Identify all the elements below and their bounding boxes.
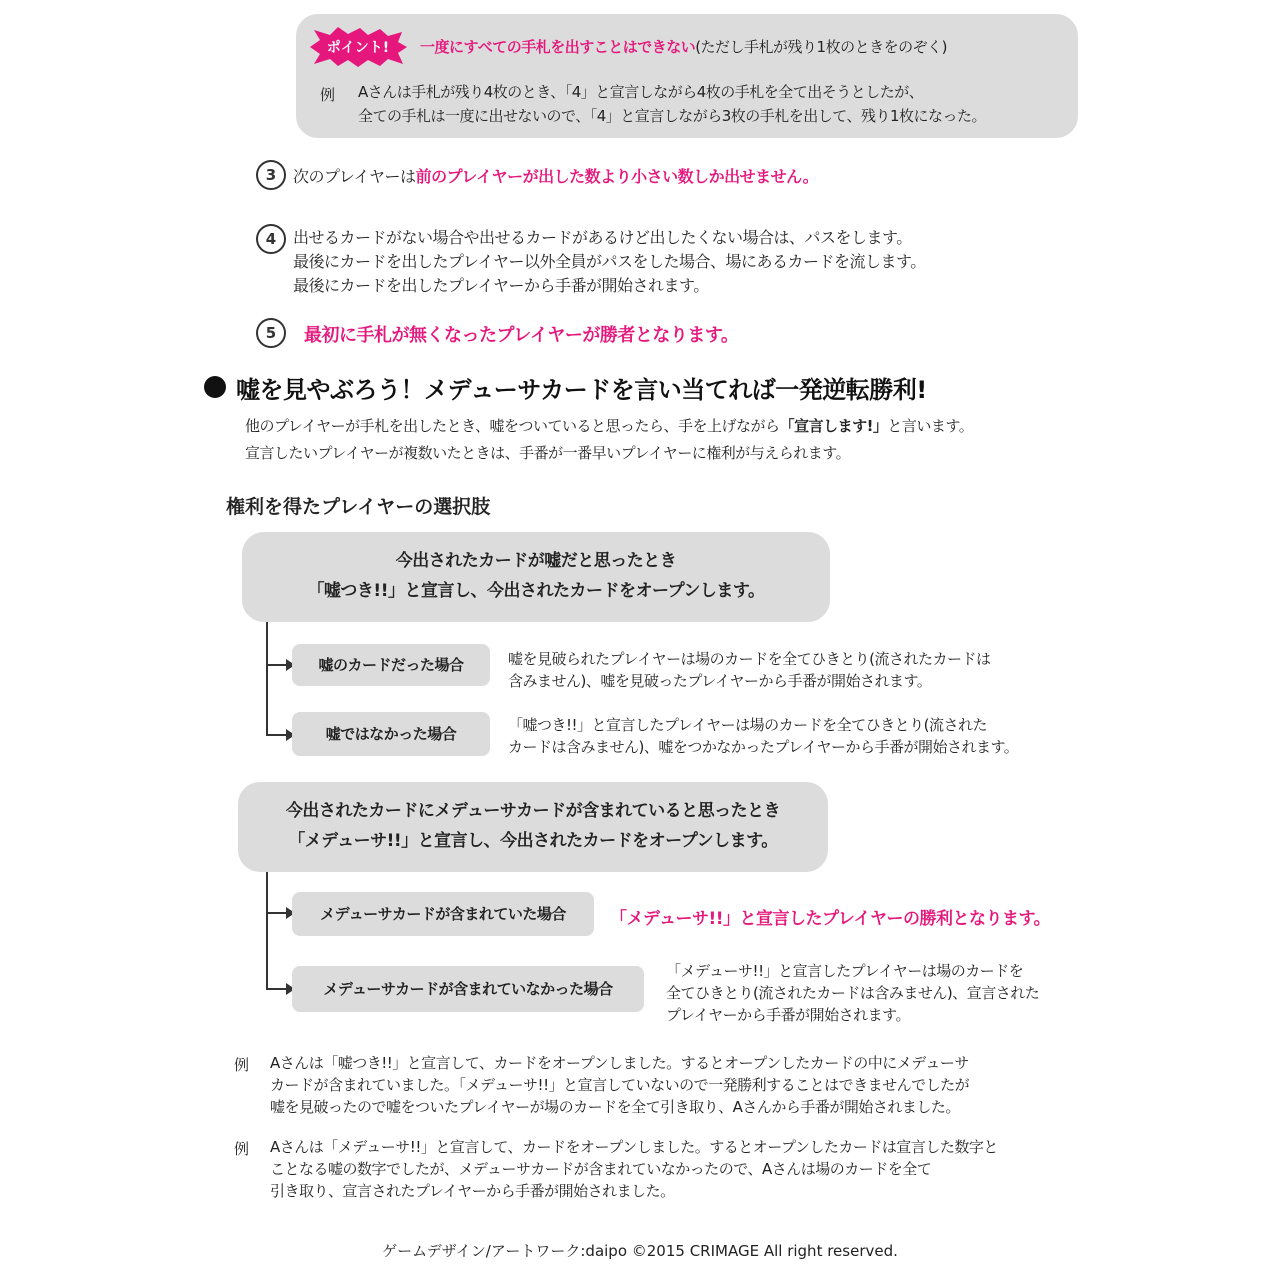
option-2-line: 今出されたカードにメデューサカードが含まれていると思ったとき bbox=[285, 801, 781, 821]
example-line: ことなる嘘の数字でしたが、メデューサカードが含まれていなかったので、Aさんは場のカードを全て bbox=[270, 1160, 932, 1178]
step-4-line: 出せるカードがない場合や出せるカードがあるけど出したくない場合は、パスをします。 bbox=[293, 228, 912, 247]
section-intro bbox=[245, 413, 973, 467]
option-1-line: 今出されたカードが嘘だと思ったとき bbox=[395, 551, 677, 571]
point-example-line: 全ての手札は一度に出せないので、「4」と宣言しながら3枚の手札を出して、残り1枚になった。 bbox=[358, 107, 987, 125]
intro-line-1b: 「宣言します!」 bbox=[779, 417, 888, 435]
option-1-branch bbox=[266, 734, 288, 736]
step-3-number: 3 bbox=[256, 160, 286, 190]
step-3-text bbox=[293, 164, 818, 187]
case-lie-card: 嘘のカードだった場合 bbox=[292, 644, 490, 686]
case-medusa-not-included: メデューサカードが含まれていなかった場合 bbox=[292, 966, 644, 1012]
options-heading: 権利を得たプレイヤーの選択肢 bbox=[226, 496, 491, 518]
example-line: カードが含まれていました。「メデューサ!!」と宣言していないので一発勝利することはできませんでしたが bbox=[270, 1076, 970, 1094]
example-line: 嘘を見破ったので嘘をついたプレイヤーが場のカードを全て引き取り、Aさんから手番が開始されました。 bbox=[270, 1098, 960, 1116]
example-line: Aさんは「嘘つき!!」と宣言して、カードをオープンしました。するとオープンしたカードの中にメデューサ bbox=[270, 1054, 969, 1072]
option-1-line: 「嘘つき!!」と宣言し、今出されたカードをオープンします。 bbox=[307, 581, 765, 601]
intro-line-1a: 他のプレイヤーが手札を出したとき、嘘をついていると思ったら、手を上げながら bbox=[245, 417, 780, 435]
point-rule-main: 一度にすべての手札を出すことはできない bbox=[420, 38, 696, 56]
step-4-number: 4 bbox=[256, 224, 286, 254]
case-not-lie: 嘘ではなかった場合 bbox=[292, 712, 490, 756]
step-4-line: 最後にカードを出したプレイヤー以外全員がパスをした場合、場にあるカードを流します。 bbox=[293, 252, 926, 271]
case-medusa-included-desc: 「メデューサ!!」と宣言したプレイヤーの勝利となります。 bbox=[610, 909, 1051, 929]
example-line: Aさんは「メデューサ!!」と宣言して、カードをオープンしました。するとオープンしたカードは宣言した数字と bbox=[270, 1138, 998, 1156]
desc-line: 「メデューサ!!」と宣言したプレイヤーは場のカードを bbox=[666, 962, 1024, 980]
point-example-line: Aさんは手札が残り4枚のとき、「4」と宣言しながら4枚の手札を全て出そうとしたが、 bbox=[358, 83, 924, 101]
desc-line: 「嘘つき!!」と宣言したプレイヤーは場のカードを全てひきとり(流された bbox=[508, 716, 988, 734]
step-5-number: 5 bbox=[256, 318, 286, 348]
point-badge bbox=[308, 26, 408, 68]
footer-credit: ゲームデザイン/アートワーク:daipo ©2015 CRIMAGE All right reserved. bbox=[382, 1242, 898, 1260]
desc-line: プレイヤーから手番が開始されます。 bbox=[666, 1006, 910, 1024]
option-2-branch bbox=[266, 912, 288, 914]
case-medusa-included: メデューサカードが含まれていた場合 bbox=[292, 892, 594, 936]
case-medusa-not-included-desc bbox=[666, 960, 1039, 1026]
intro-line-2: 宣言したいプレイヤーが複数いたときは、手番が一番早いプレイヤーに権利が与えられます。 bbox=[245, 444, 851, 462]
option-2-connector bbox=[266, 872, 268, 990]
option-2-box bbox=[238, 782, 828, 872]
step-4-line: 最後にカードを出したプレイヤーから手番が開始されます。 bbox=[293, 276, 709, 295]
option-2-branch bbox=[266, 988, 288, 990]
desc-line: 全てひきとり(流されたカードは含みません)、宣言された bbox=[666, 984, 1040, 1002]
point-rule bbox=[420, 36, 947, 57]
case-lie-card-desc bbox=[508, 648, 991, 692]
intro-line-1c: と言います。 bbox=[887, 417, 974, 435]
option-2-line: 「メデューサ!!」と宣言し、今出されたカードをオープンします。 bbox=[288, 831, 778, 851]
case-not-lie-desc bbox=[508, 714, 1018, 758]
example-1-text bbox=[270, 1052, 969, 1118]
option-1-box bbox=[242, 532, 830, 622]
example-line: 引き取り、宣言されたプレイヤーから手番が開始されました。 bbox=[270, 1182, 675, 1200]
step-3-pink: 前のプレイヤーが出した数より小さい数しか出せません。 bbox=[415, 167, 819, 186]
point-example bbox=[358, 80, 986, 128]
section-heading: 嘘を見やぶろう！メデューサカードを言い当てれば一発逆転勝利! bbox=[236, 376, 927, 404]
option-1-connector bbox=[266, 622, 268, 736]
step-5-text: 最初に手札が無くなったプレイヤーが勝者となります。 bbox=[304, 325, 739, 346]
step-3-plain: 次のプレイヤーは bbox=[293, 167, 416, 186]
point-rule-note: (ただし手札が残り1枚のときをのぞく) bbox=[695, 38, 947, 56]
point-badge-label: ポイント! bbox=[326, 40, 390, 56]
desc-line: 嘘を見破られたプレイヤーは場のカードを全てひきとり(流されたカードは bbox=[508, 650, 991, 668]
point-example-label: 例 bbox=[320, 86, 336, 104]
example-2-label: 例 bbox=[234, 1140, 250, 1158]
example-2-text bbox=[270, 1136, 998, 1202]
desc-line: 含みません)、嘘を見破ったプレイヤーから手番が開始されます。 bbox=[508, 672, 932, 690]
section-bullet-icon bbox=[204, 376, 226, 398]
step-4-text bbox=[293, 226, 926, 298]
option-1-branch bbox=[266, 664, 288, 666]
desc-line: カードは含みません)、嘘をつかなかったプレイヤーから手番が開始されます。 bbox=[508, 738, 1019, 756]
example-1-label: 例 bbox=[234, 1056, 250, 1074]
